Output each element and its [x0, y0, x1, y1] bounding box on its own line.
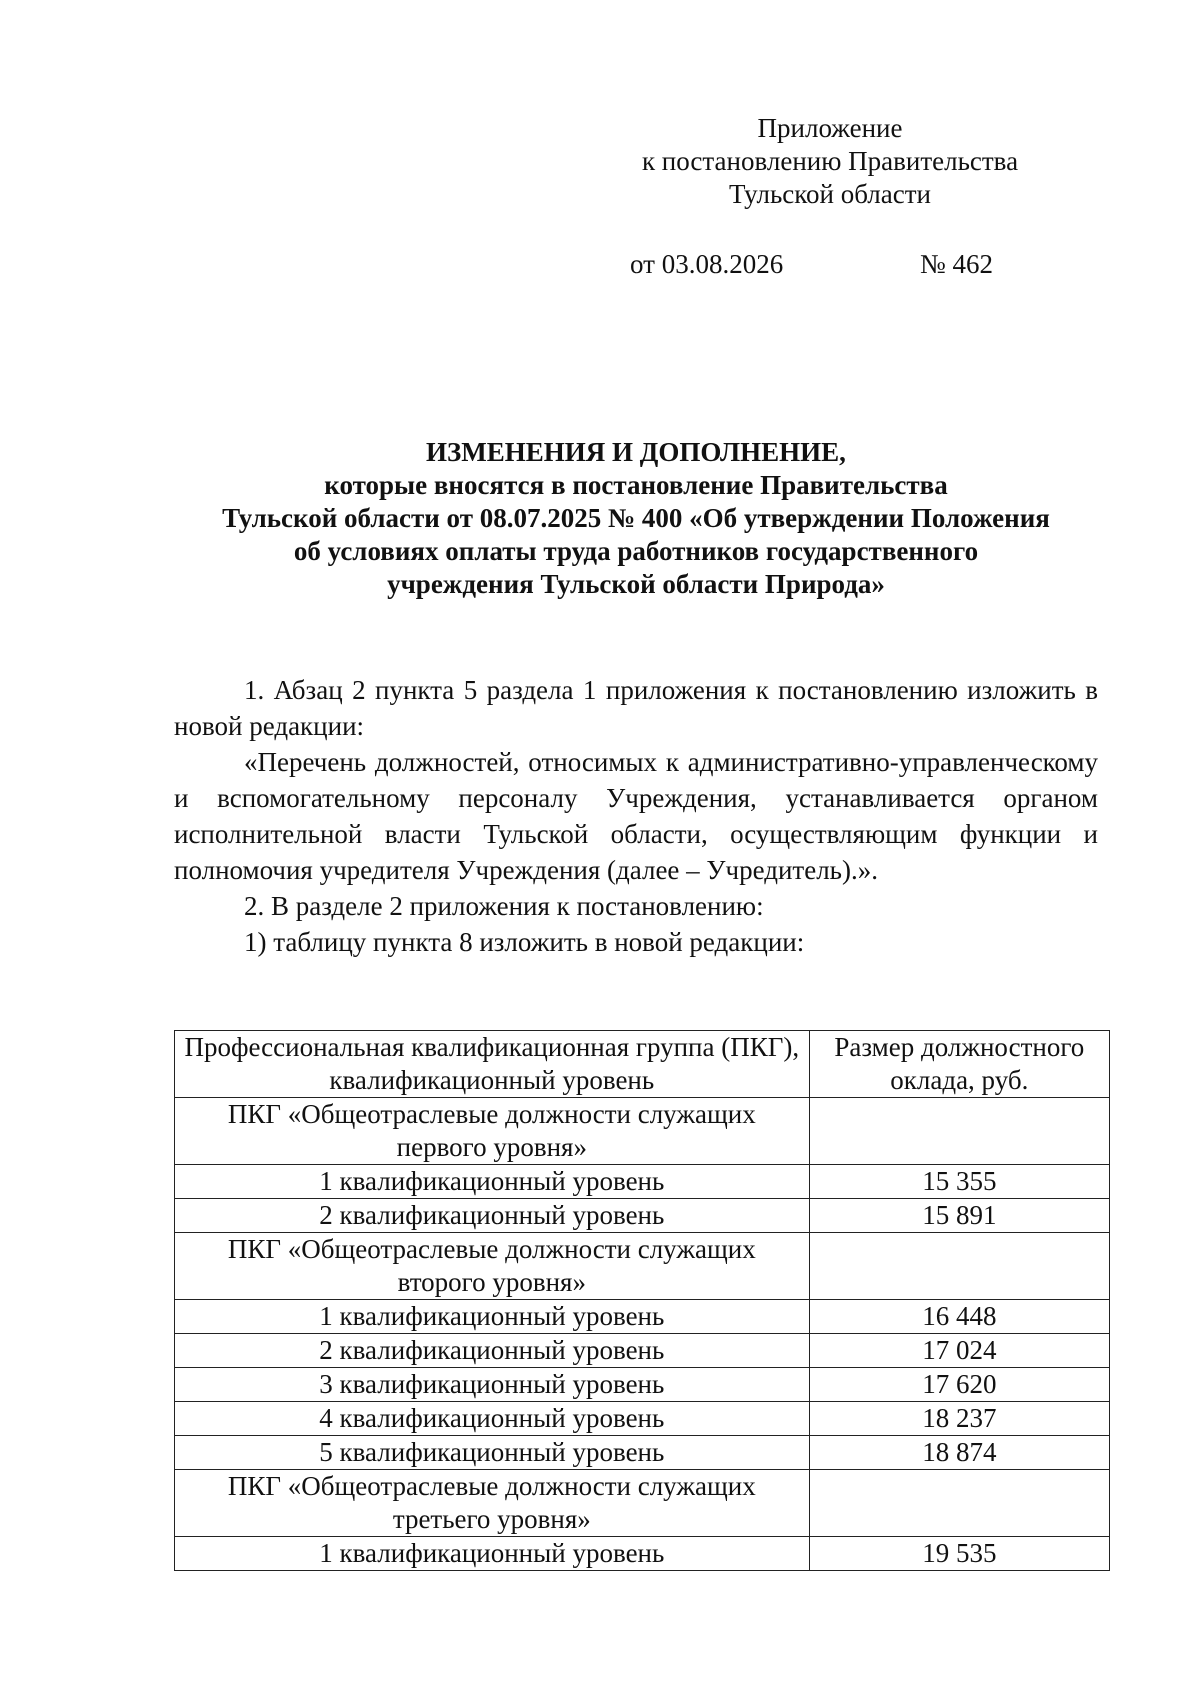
- document-title: [174, 436, 1098, 601]
- table-cell-salary: [809, 1098, 1109, 1165]
- approval-date: от 03.08.2026: [630, 249, 784, 279]
- approval-line-2: к постановлению Правительства: [641, 146, 1019, 176]
- table-row: [175, 1300, 1110, 1334]
- salary-table: [174, 1030, 1110, 1571]
- table-row: [175, 1334, 1110, 1368]
- table-cell-group: 4 квалификационный уровень: [175, 1402, 810, 1436]
- table-cell-group: 5 квалификационный уровень: [175, 1436, 810, 1470]
- table-row: [175, 1537, 1110, 1571]
- table-row: [175, 1165, 1110, 1199]
- table-row: [175, 1199, 1110, 1233]
- table-row: [175, 1098, 1110, 1165]
- table-cell-salary: 17 620: [809, 1368, 1109, 1402]
- table-cell-salary: [809, 1233, 1109, 1300]
- table-cell-salary: 18 874: [809, 1436, 1109, 1470]
- document-body: [174, 672, 1098, 960]
- table-row: [175, 1368, 1110, 1402]
- table-cell-salary: 15 891: [809, 1199, 1109, 1233]
- table-cell-group: ПКГ «Общеотраслевые должности служащих первого уровня»: [175, 1098, 810, 1165]
- title-line-2: которые вносятся в постановление Правительства: [324, 470, 948, 500]
- approval-block: [600, 112, 1060, 211]
- table-cell-group: 2 квалификационный уровень: [175, 1199, 810, 1233]
- title-line-4: об условиях оплаты труда работников государственного: [293, 536, 979, 566]
- table-cell-group: 1 квалификационный уровень: [175, 1165, 810, 1199]
- paragraph-4: 1) таблицу пункта 8 изложить в новой редакции:: [244, 927, 805, 957]
- table-header-salary: Размер должностного оклада, руб.: [809, 1031, 1109, 1098]
- approval-number: № 462: [920, 249, 994, 279]
- table-cell-group: 1 квалификационный уровень: [175, 1537, 810, 1571]
- table-cell-salary: 18 237: [809, 1402, 1109, 1436]
- table-cell-group: ПКГ «Общеотраслевые должности служащих третьего уровня»: [175, 1470, 810, 1537]
- table-cell-group: ПКГ «Общеотраслевые должности служащих второго уровня»: [175, 1233, 810, 1300]
- table-cell-group: 3 квалификационный уровень: [175, 1368, 810, 1402]
- title-line-1: ИЗМЕНЕНИЯ И ДОПОЛНЕНИЕ,: [426, 437, 846, 467]
- table-row: [175, 1233, 1110, 1300]
- table-cell-salary: 15 355: [809, 1165, 1109, 1199]
- table-header-group: Профессиональная квалификационная группа (ПКГ), квалификационный уровень: [175, 1031, 810, 1098]
- table-cell-salary: [809, 1470, 1109, 1537]
- paragraph-1: 1. Абзац 2 пункта 5 раздела 1 приложения к постановлению изложить в новой редакции:: [174, 675, 1098, 741]
- table-cell-group: 1 квалификационный уровень: [175, 1300, 810, 1334]
- table-header-row: [175, 1031, 1110, 1098]
- title-line-3: Тульской области от 08.07.2025 № 400 «Об утверждении Положения: [222, 503, 1050, 533]
- table-row: [175, 1402, 1110, 1436]
- title-line-5: учреждения Тульской области Природа»: [387, 569, 885, 599]
- table-row: [175, 1470, 1110, 1537]
- table-cell-salary: 16 448: [809, 1300, 1109, 1334]
- approval-line-1: Приложение: [757, 113, 903, 143]
- table-cell-salary: 17 024: [809, 1334, 1109, 1368]
- table-cell-group: 2 квалификационный уровень: [175, 1334, 810, 1368]
- table-row: [175, 1436, 1110, 1470]
- table-cell-salary: 19 535: [809, 1537, 1109, 1571]
- paragraph-3: 2. В разделе 2 приложения к постановлению:: [244, 891, 764, 921]
- approval-line-3: Тульской области: [729, 179, 931, 209]
- paragraph-2: «Перечень должностей, относимых к административно-управленческому и вспомогательному персоналу Учреждения, устанавливается органом исполнительной власти Тульской области, осуществляющим функции и полномочия учредителя Учреждения (далее – Учредитель).».: [174, 747, 1098, 885]
